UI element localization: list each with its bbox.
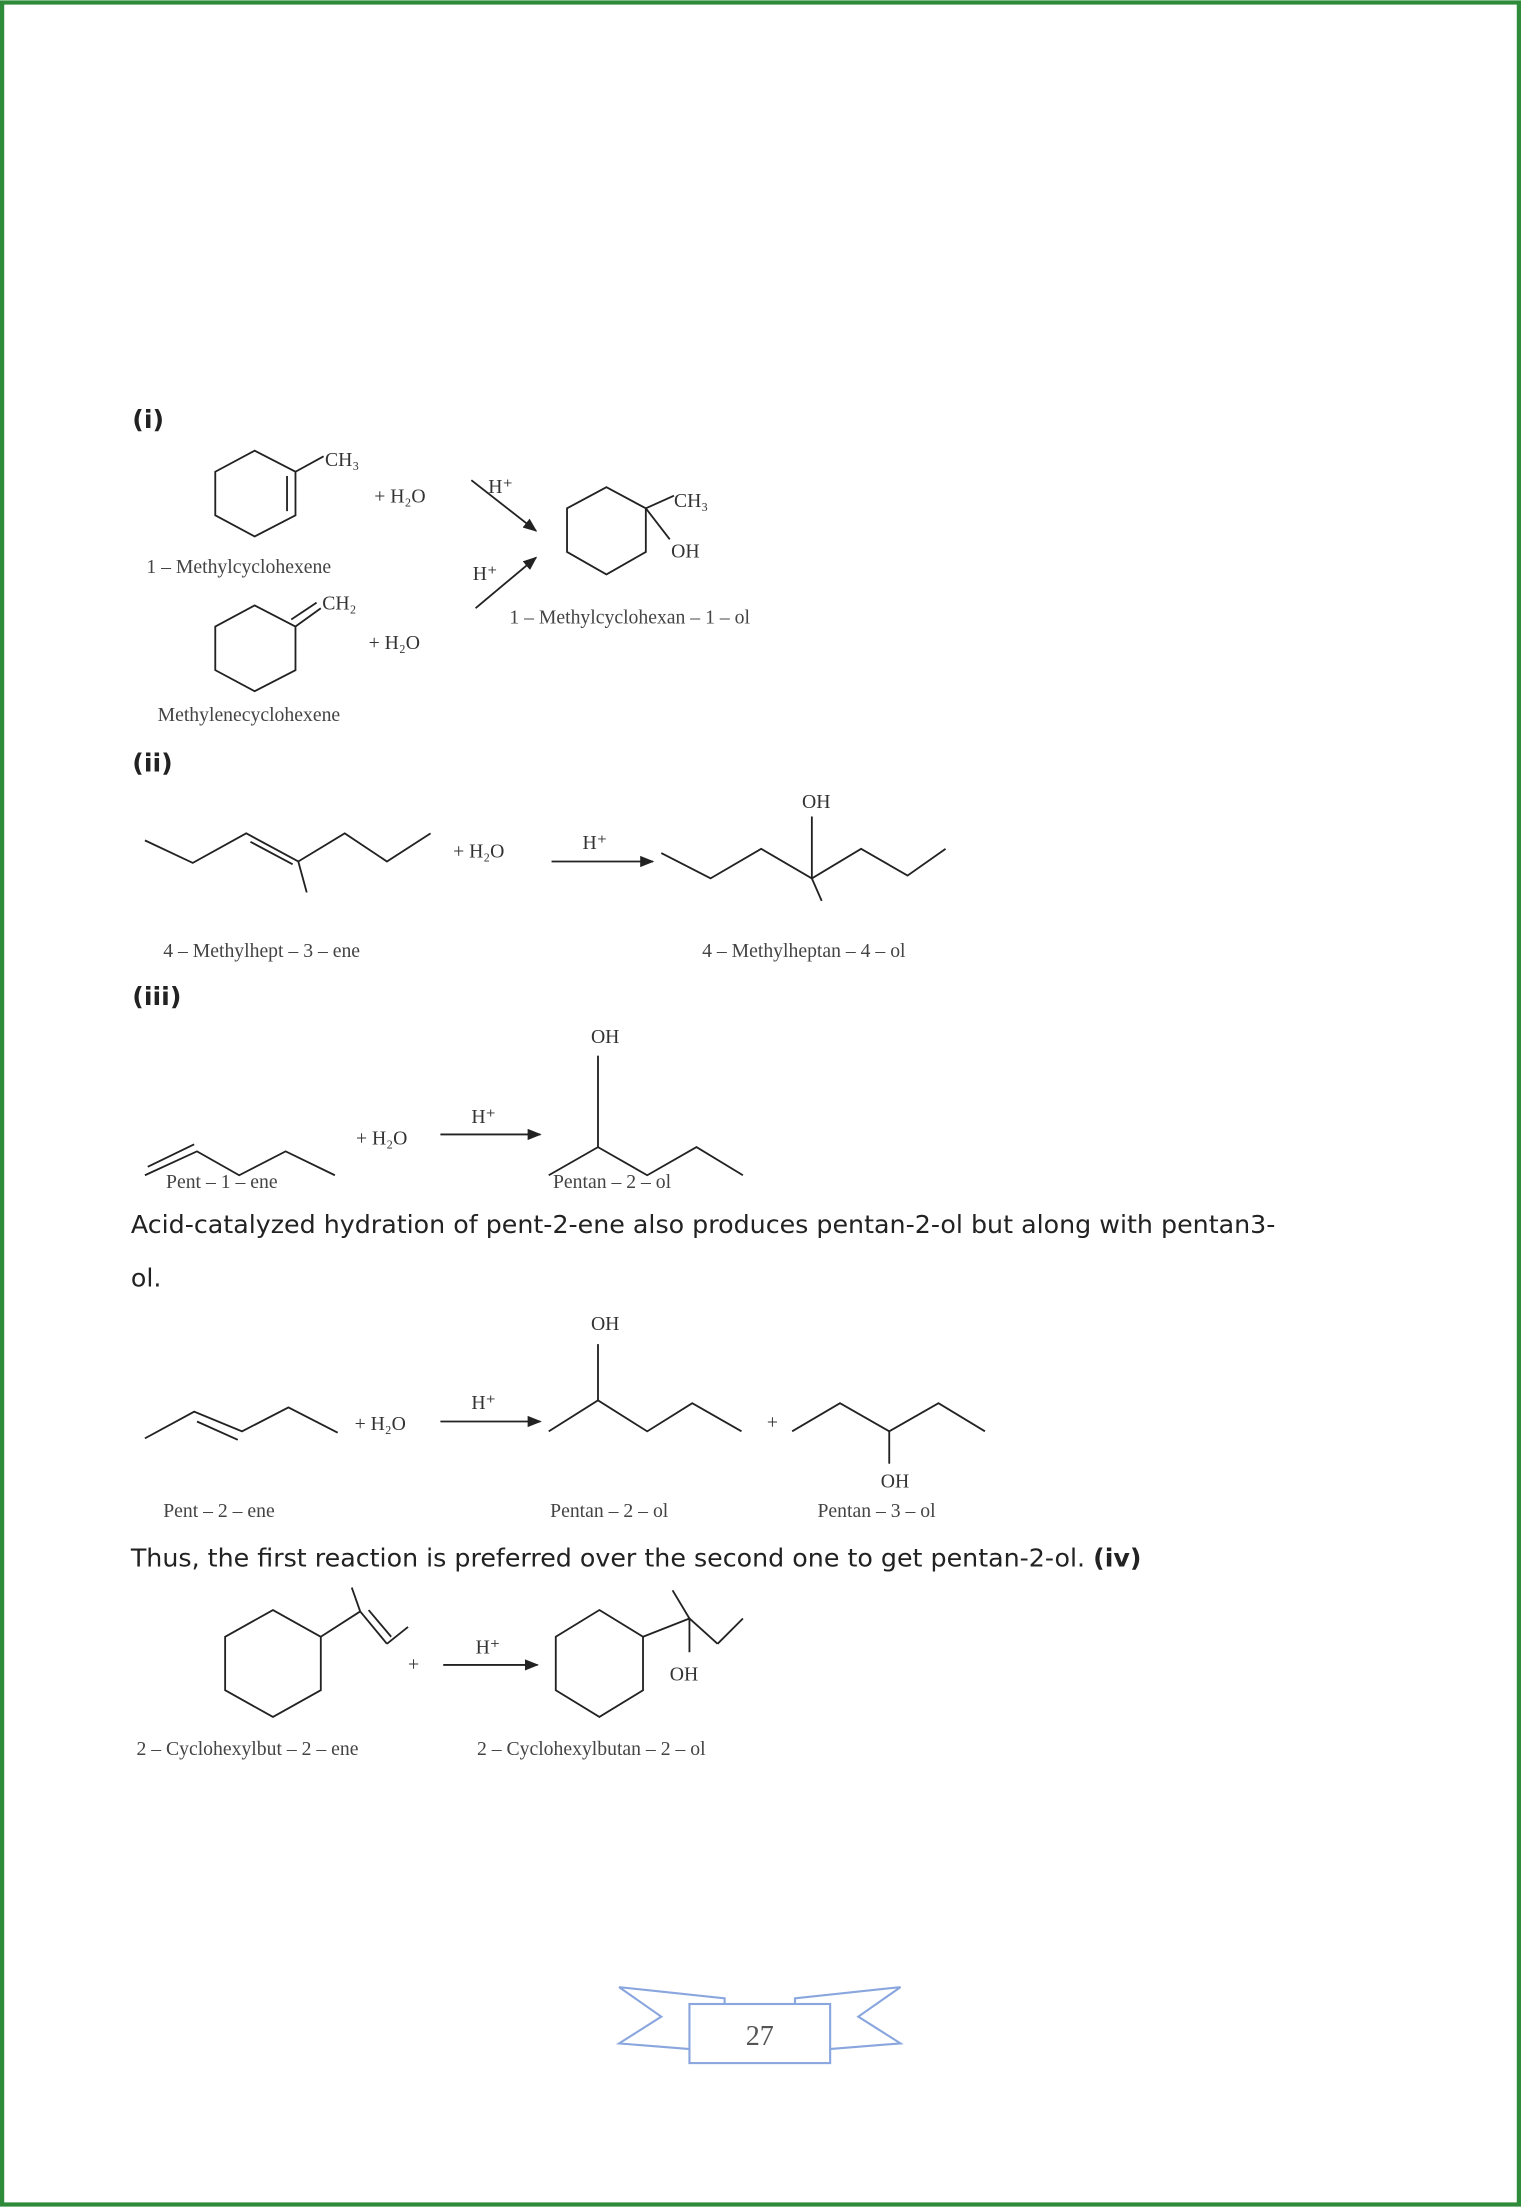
reactant-name: Pent – 1 – ene	[166, 1170, 278, 1193]
methylcyclohexanol-structure	[567, 487, 708, 574]
reagent-water: + H₂O	[355, 1127, 408, 1150]
product-name: 4 – Methylheptan – 4 – ol	[702, 940, 906, 963]
catalyst-label: H⁺	[471, 1391, 496, 1414]
page-number: 27	[745, 2020, 774, 2052]
reactant-name: 4 – Methylhept – 3 – ene	[163, 940, 361, 963]
catalyst-label: H⁺	[471, 1106, 496, 1129]
cyclohexylbutene-structure	[225, 1588, 408, 1717]
oh-label: OH	[669, 1663, 699, 1686]
page-border	[2, 2, 1519, 2204]
product-name: Pentan – 2 – ol	[552, 1170, 672, 1193]
methylheptene-structure	[145, 833, 431, 892]
section-label: (i)	[132, 404, 165, 435]
plus-sign: +	[766, 1411, 778, 1434]
pentan-2-ol-structure	[549, 1313, 742, 1431]
reactant-name: 2 – Cyclohexylbut – 2 – ene	[136, 1737, 359, 1760]
oh-label: OH	[590, 1313, 620, 1336]
ch2-label: CH₂	[322, 592, 357, 615]
catalyst-label: H⁺	[475, 1636, 501, 1659]
pent-2-ene-structure	[145, 1407, 338, 1439]
product-name: Pentan – 2 – ol	[550, 1500, 669, 1523]
reactant-name: Methylenecyclohexene	[157, 703, 341, 726]
oh-label: OH	[880, 1470, 910, 1493]
methylenecyclohexane-structure	[215, 593, 356, 692]
catalyst-label: H⁺	[488, 475, 513, 498]
reactant-name: Pent – 2 – ene	[163, 1500, 275, 1523]
section-ii	[132, 747, 945, 962]
reagent-water: + H₂O	[374, 485, 426, 508]
oh-label: OH	[802, 791, 831, 814]
section-label: (iv)	[1093, 1542, 1142, 1573]
pentan-2-ol-structure	[549, 1026, 743, 1175]
section-label: (iii)	[132, 981, 182, 1012]
section-label: (ii)	[132, 747, 173, 778]
catalyst-label: H⁺	[582, 831, 608, 854]
product-name: 2 – Cyclohexylbutan – 2 – ol	[476, 1737, 706, 1760]
section-i	[132, 404, 750, 726]
paragraph-text: ol.	[130, 1262, 162, 1293]
ch3-label: CH₃	[325, 449, 360, 472]
pentan-3-ol-structure	[792, 1403, 985, 1492]
page-number-banner	[619, 1987, 900, 2063]
oh-label: OH	[671, 540, 700, 563]
section-iv	[136, 1588, 742, 1760]
methylheptanol-structure	[661, 791, 945, 901]
product-name: Pentan – 3 – ol	[817, 1500, 936, 1523]
paragraph-text: Acid-catalyzed hydration of pent-2-ene also produces pentan-2-ol but along with pentan3-	[130, 1208, 1276, 1239]
reagent-water: + H₂O	[354, 1412, 406, 1435]
reagent-water: + H₂O	[368, 632, 420, 655]
cyclohexylbutanol-structure	[556, 1590, 743, 1717]
reagent-water: + H₂O	[453, 840, 505, 863]
catalyst-label: H⁺	[472, 563, 498, 586]
section-iii	[130, 981, 1276, 1572]
oh-label: OH	[590, 1025, 620, 1048]
plus-sign: +	[408, 1653, 420, 1676]
reactant-name: 1 – Methylcyclohexene	[146, 556, 332, 579]
methylcyclohexene-structure	[215, 449, 359, 536]
product-name: 1 – Methylcyclohexan – 1 – ol	[509, 606, 750, 629]
conclusion-text: Thus, the first reaction is preferred over the second one to get pentan-2-ol. (iv)	[130, 1542, 1142, 1573]
ch3-label: CH₃	[673, 489, 709, 512]
